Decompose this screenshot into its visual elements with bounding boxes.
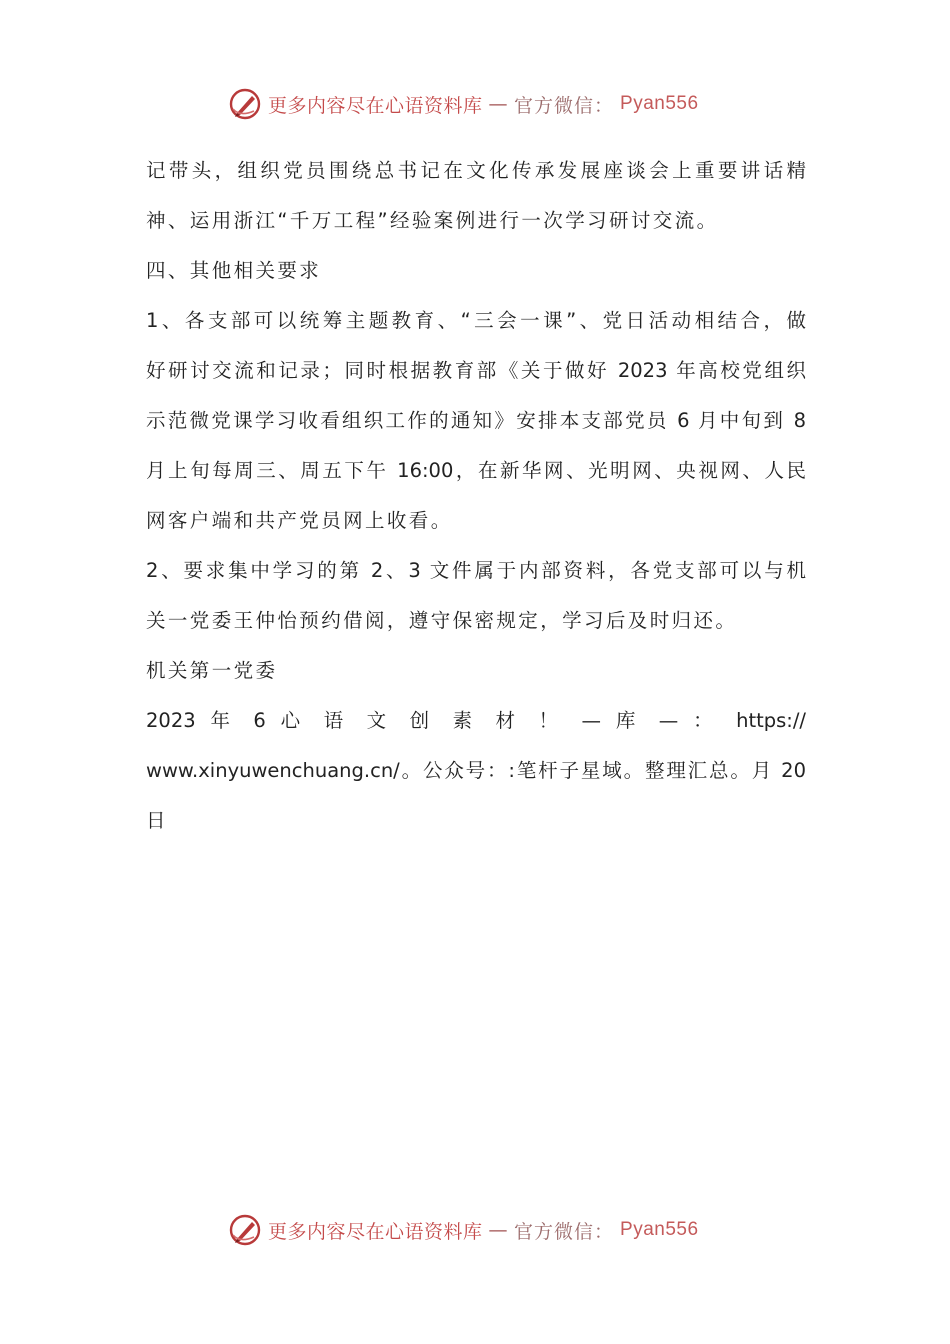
paragraph-line: 记带头，组织党员围绕总书记在文化传承发展座谈会上重要讲话精 <box>146 159 806 182</box>
section-heading: 四、其他相关要求 <box>146 259 322 282</box>
paragraph-line: 神、运用浙江“千万工程”经验案例进行一次学习研讨交流。 <box>146 209 719 232</box>
banner-wechat-label: 官方微信： <box>514 94 615 117</box>
footer-banner <box>228 1212 728 1248</box>
signature-org: 机关第一党委 <box>146 659 278 682</box>
banner-wechat-id: Pyan556 <box>620 1219 699 1240</box>
date-line: 2023 年 6 心 语 文 创 素 材 ！ — 库 — ： https:// <box>146 709 806 732</box>
banner-wechat-id: Pyan556 <box>620 93 699 114</box>
banner-title: 更多内容尽在心语资料库 <box>268 94 483 117</box>
paragraph-line: 示范微党课学习收看组织工作的通知》安排本支部党员 6 月中旬到 8 <box>146 409 806 432</box>
date-line: 日 <box>146 809 168 832</box>
body-text <box>146 146 806 846</box>
pen-logo-icon <box>228 1213 262 1247</box>
pen-logo-icon <box>228 87 262 121</box>
banner-wechat-label: 官方微信： <box>514 1220 615 1243</box>
banner-title: 更多内容尽在心语资料库 <box>268 1220 483 1243</box>
paragraph-line: 关一党委王仲怡预约借阅，遵守保密规定，学习后及时归还。 <box>146 609 738 632</box>
paragraph-line: 1、各支部可以统筹主题教育、“三会一课”、党日活动相结合，做 <box>146 309 806 332</box>
paragraph-line: 网客户端和共产党员网上收看。 <box>146 509 453 532</box>
date-line: www.xinyuwenchuang.cn/。公众号：:笔杆子星域。整理汇总。月 20 <box>146 759 806 782</box>
banner-separator: — <box>488 93 509 115</box>
paragraph-line: 2、要求集中学习的第 2、3 文件属于内部资料，各党支部可以与机 <box>146 559 806 582</box>
paragraph-line: 月上旬每周三、周五下午 16:00，在新华网、光明网、央视网、人民 <box>146 459 806 482</box>
paragraph-line: 好研讨交流和记录；同时根据教育部《关于做好 2023 年高校党组织 <box>146 359 806 382</box>
header-banner <box>228 86 728 122</box>
banner-separator: — <box>488 1219 509 1241</box>
